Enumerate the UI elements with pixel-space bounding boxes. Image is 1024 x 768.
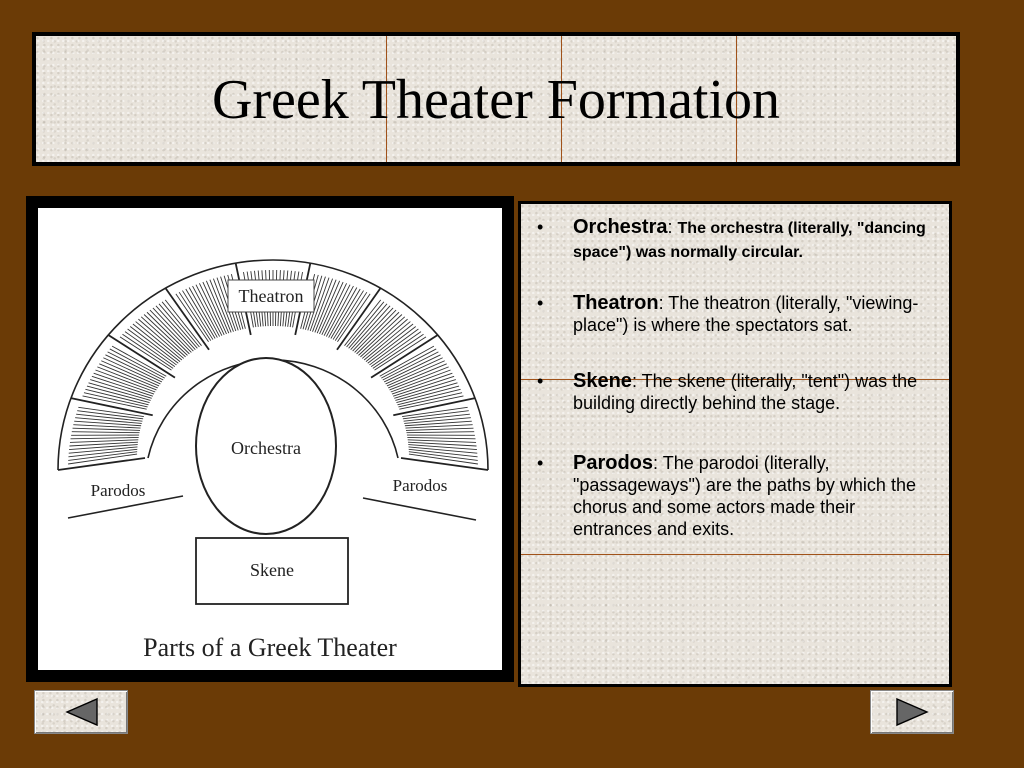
- seat-row-line: [72, 432, 140, 433]
- slide-title: Greek Theater Formation: [211, 69, 781, 131]
- skene-label: Skene: [250, 560, 294, 580]
- parodos-left-label: Parodos: [90, 481, 146, 500]
- theatron-label: Theatron: [238, 286, 304, 306]
- definition-orchestra: The orchestra (literally, "dancing space") was normally circular.: [573, 220, 926, 261]
- bullet-icon: •: [537, 293, 544, 313]
- triangle-left-icon: [35, 691, 127, 733]
- theater-diagram: [38, 208, 502, 670]
- list-item: [537, 216, 937, 264]
- parodos-right-label: Parodos: [392, 476, 448, 495]
- seat-row-line: [95, 370, 155, 392]
- definition-parodos: The parodoi (literally, "passageways") are the paths by which the chorus and some actors made their entrances and exits.: [573, 453, 916, 539]
- orchestra-label: Orchestra: [231, 438, 301, 458]
- seat-row-line: [75, 418, 142, 424]
- term-separator: :: [653, 453, 663, 473]
- term-theatron: Theatron: [573, 292, 659, 314]
- title-panel: [32, 32, 960, 166]
- term-separator: :: [631, 371, 642, 391]
- seat-row-line: [203, 282, 227, 334]
- aisle-line: [71, 398, 153, 415]
- list-item: [537, 452, 937, 540]
- seat-row-line: [70, 440, 138, 443]
- bullet-icon: •: [537, 453, 544, 473]
- diagram-caption: Parts of a Greek Theater: [143, 633, 397, 662]
- bullet-icon: •: [537, 371, 544, 391]
- next-slide-button[interactable]: [870, 690, 954, 734]
- seat-row-line: [73, 428, 140, 430]
- seat-row-line: [406, 428, 473, 430]
- theater-diagram-svg: [38, 208, 502, 670]
- parodos-right-path: [363, 498, 476, 520]
- seat-row-line: [406, 432, 474, 433]
- seat-row-line: [391, 370, 451, 392]
- seat-row-line: [408, 440, 476, 443]
- definition-list: [537, 216, 937, 568]
- seat-row-line: [320, 282, 344, 334]
- seat-row-line: [335, 292, 367, 340]
- definition-theatron: The theatron (literally, "viewing-place") is where the spectators sat.: [573, 293, 919, 335]
- previous-slide-button[interactable]: [34, 690, 128, 734]
- bullet-icon: •: [537, 217, 544, 237]
- diagram-frame: [26, 196, 514, 682]
- triangle-right-icon: [871, 691, 953, 733]
- term-skene: Skene: [573, 370, 632, 392]
- seat-row-line: [179, 292, 211, 340]
- list-item: [537, 370, 937, 414]
- term-orchestra: Orchestra: [573, 216, 668, 238]
- text-panel: [518, 201, 952, 687]
- aisle-line: [393, 398, 475, 415]
- definition-skene: The skene (literally, "tent") was the building directly behind the stage.: [573, 371, 918, 413]
- list-item: [537, 292, 937, 336]
- seat-row-line: [71, 437, 139, 438]
- seat-row-line: [404, 418, 471, 424]
- term-separator: :: [667, 217, 678, 237]
- term-parodos: Parodos: [573, 452, 654, 474]
- term-separator: :: [658, 293, 669, 313]
- seat-row-line: [407, 437, 475, 438]
